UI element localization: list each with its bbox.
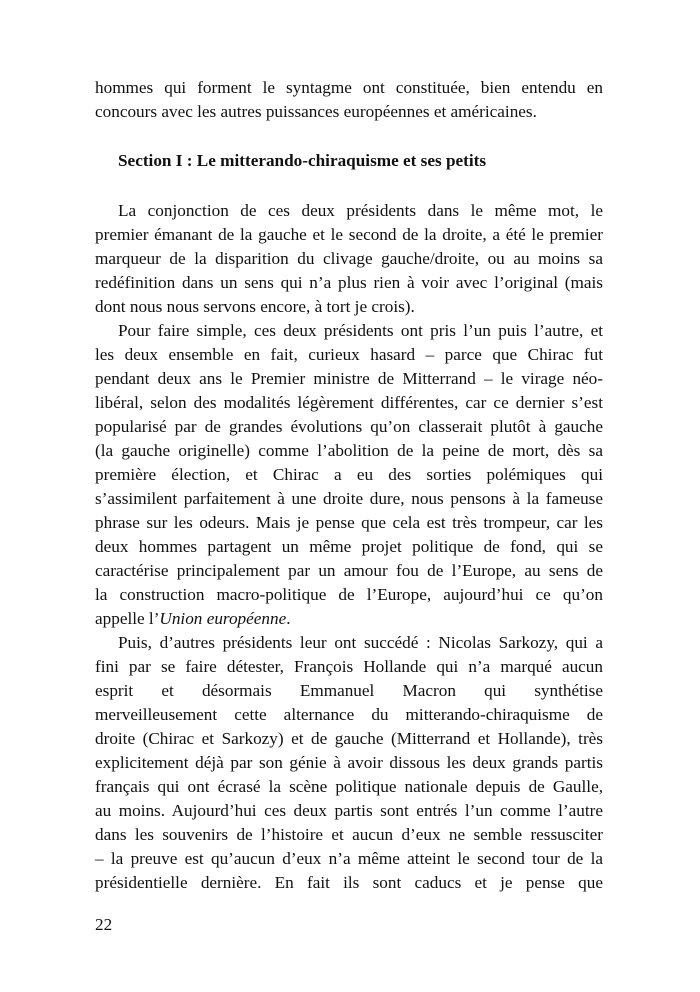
- text-span: appelle l’: [95, 609, 160, 628]
- paragraph: [95, 319, 603, 631]
- text-line: français qui ont écrasé la scène politique nationale depuis de Gaulle,: [95, 777, 603, 796]
- paragraph: [95, 631, 603, 895]
- text-line: première élection, et Chirac a eu des sorties polémiques qui: [95, 465, 603, 484]
- text-line: les deux ensemble en fait, curieux hasard – parce que Chirac fut: [95, 345, 603, 364]
- text-line: caractérise principalement par un amour fou de l’Europe, au sens de: [95, 561, 603, 580]
- text-line: redéfinition dans un sens qui n’a plus rien à voir avec l’original (mais: [95, 273, 603, 292]
- section-heading: Section I : Le mitterando-chiraquisme et ses petits: [118, 151, 487, 170]
- text-line: Puis, d’autres présidents leur ont succédé : Nicolas Sarkozy, qui a: [118, 633, 603, 652]
- text-line: s’assimilent parfaitement à une droite dure, nous pensons à la fameuse: [95, 489, 603, 508]
- text-line: esprit et désormais Emmanuel Macron qui synthétise: [95, 681, 603, 700]
- text-line: marqueur de la disparition du clivage gauche/droite, ou au moins sa: [95, 249, 603, 268]
- page-number: 22: [95, 915, 113, 934]
- text-line: [95, 607, 603, 631]
- text-line: La conjonction de ces deux présidents dans le même mot, le: [118, 201, 603, 220]
- text-line: popularisé par de grandes évolutions qu’on classerait plutôt à gauche: [95, 417, 603, 436]
- text-line: présidentielle dernière. En fait ils sont caducs et je pense que: [95, 873, 603, 892]
- text-line: Pour faire simple, ces deux présidents ont pris l’un puis l’autre, et: [118, 321, 603, 340]
- text-line: libéral, selon des modalités légèrement différentes, car ce dernier s’est: [95, 393, 603, 412]
- text-line: droite (Chirac et Sarkozy) et de gauche (Mitterrand et Hollande), très: [95, 729, 603, 748]
- continuation-paragraph: [95, 76, 603, 124]
- text-line: (la gauche originelle) comme l’abolition de la peine de mort, dès sa: [95, 441, 603, 460]
- text-line: hommes qui forment le syntagme ont constituée, bien entendu en: [95, 78, 603, 97]
- text-line: la construction macro-politique de l’Europe, aujourd’hui ce qu’on: [95, 585, 603, 604]
- text-line: dans les souvenirs de l’histoire et aucun d’eux ne semble ressusciter: [95, 825, 603, 844]
- italic-term: Union européenne: [159, 609, 287, 628]
- text-line: phrase sur les odeurs. Mais je pense que cela est très trompeur, car les: [95, 513, 603, 532]
- text-line: pendant deux ans le Premier ministre de Mitterrand – le virage néo-: [95, 369, 603, 388]
- text-line: merveilleusement cette alternance du mitterando-chiraquisme de: [95, 705, 603, 724]
- body-text: [95, 199, 603, 895]
- text-line: concours avec les autres puissances européennes et américaines.: [95, 102, 537, 121]
- text-span: .: [286, 609, 291, 628]
- text-line: fini par se faire détester, François Hollande qui n’a marqué aucun: [95, 657, 603, 676]
- text-line: dont nous nous servons encore, à tort je crois).: [95, 297, 415, 316]
- text-line: au moins. Aujourd’hui ces deux partis sont entrés l’un comme l’autre: [95, 801, 603, 820]
- text-line: deux hommes partagent un même projet politique de fond, qui se: [95, 537, 603, 556]
- text-line: – la preuve est qu’aucun d’eux n’a même atteint le second tour de la: [95, 849, 603, 868]
- paragraph: [95, 199, 603, 319]
- text-line: explicitement déjà par son génie à avoir dissous les deux grands partis: [95, 753, 603, 772]
- text-line: premier émanant de la gauche et le second de la droite, a été le premier: [95, 225, 603, 244]
